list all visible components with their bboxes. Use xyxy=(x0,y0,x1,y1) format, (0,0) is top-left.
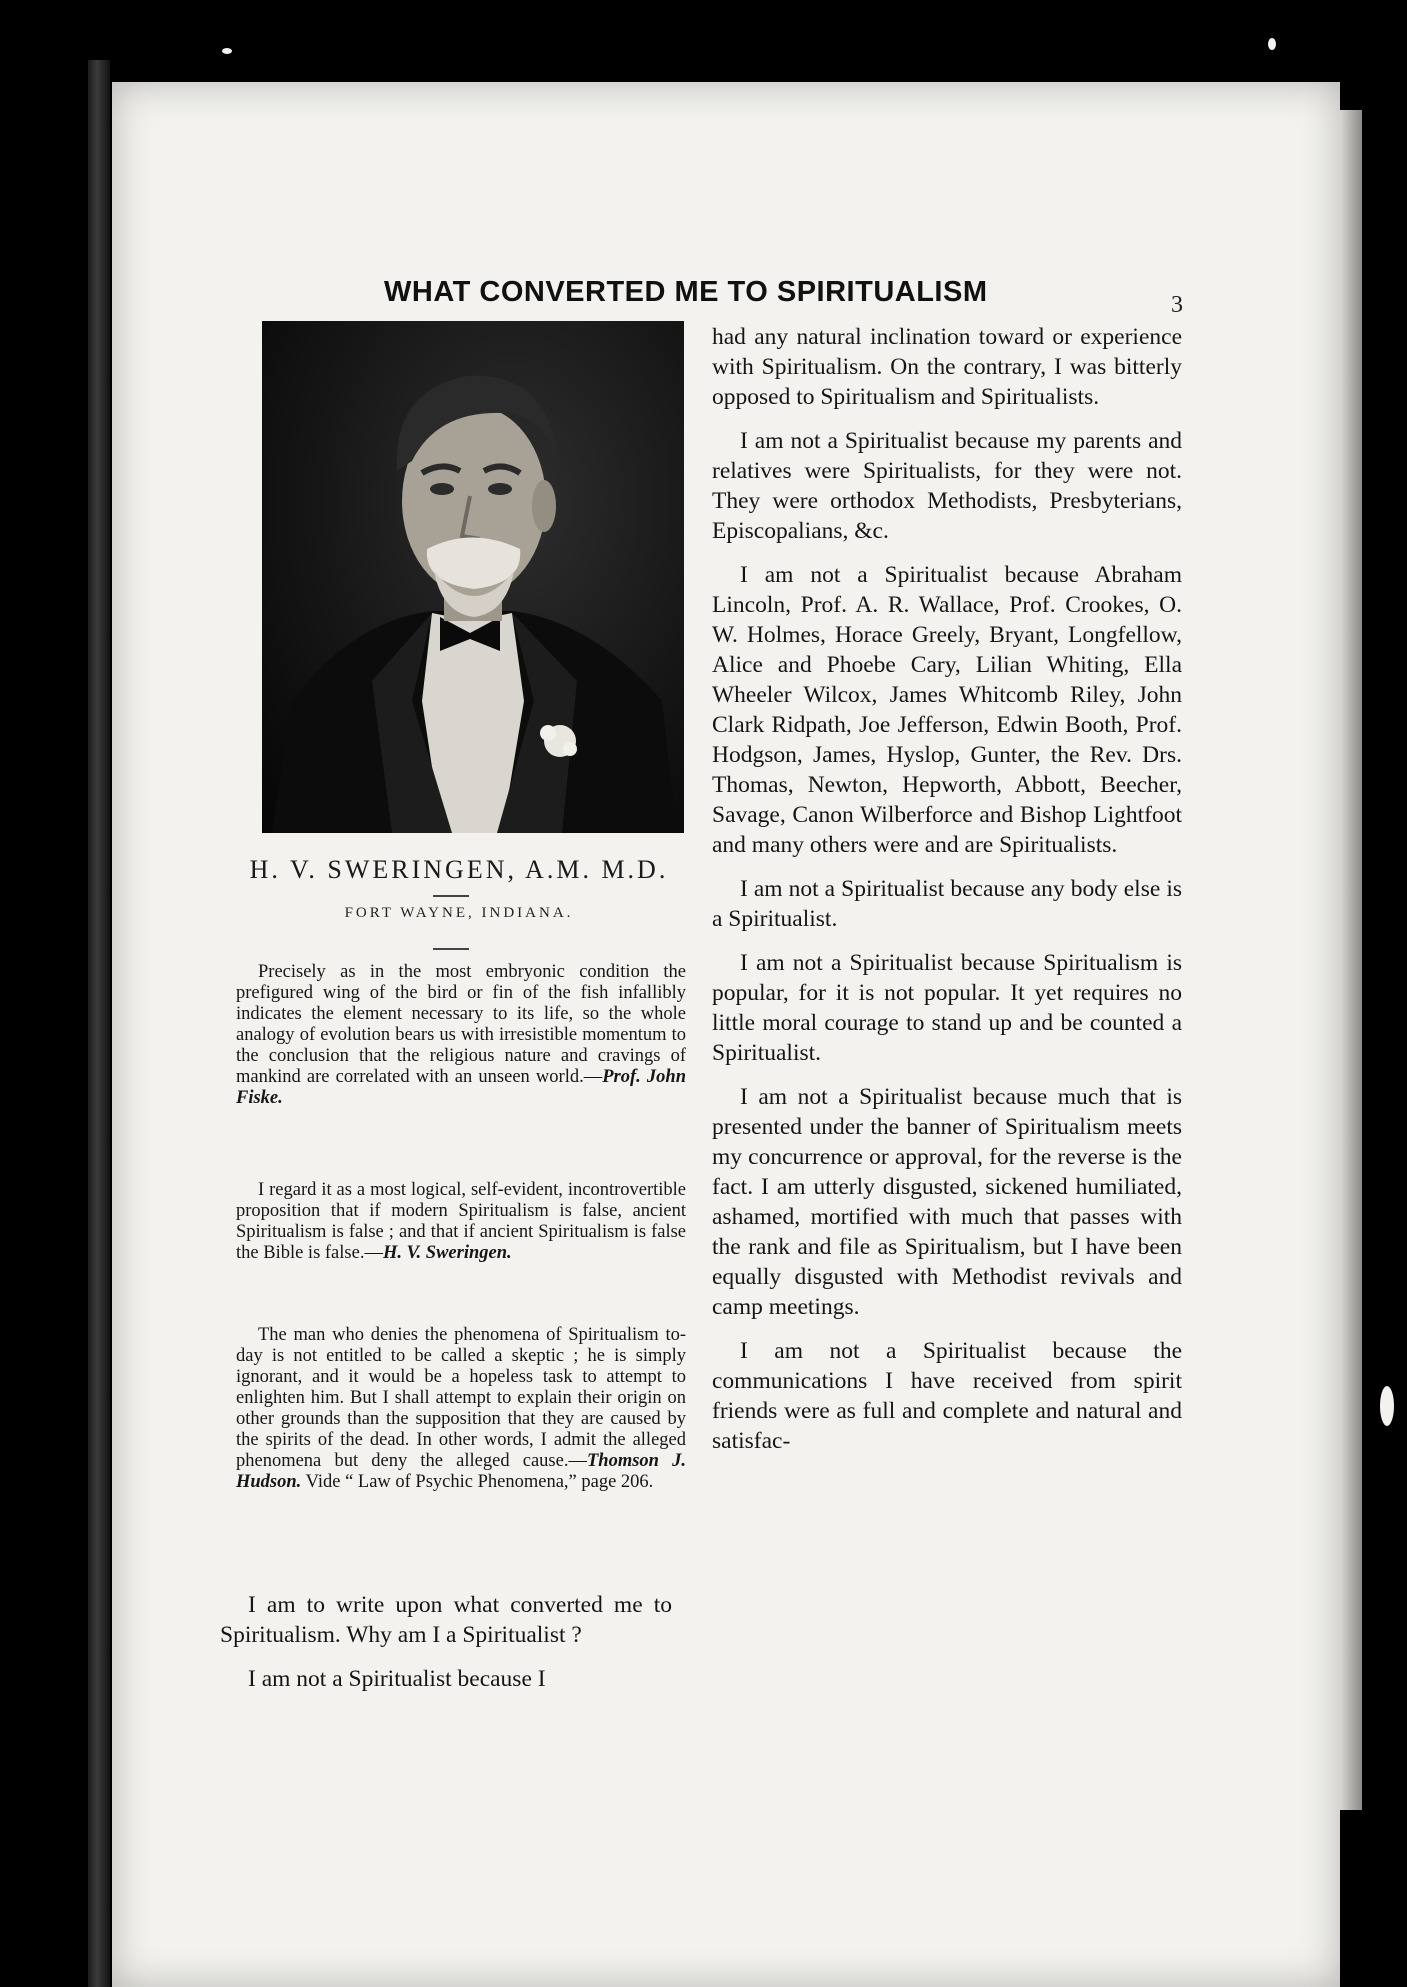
quote-source: Vide “ Law of Psychic Phenomena,” page 206. xyxy=(301,1472,654,1492)
portrait-photo xyxy=(262,321,684,833)
page-title: WHAT CONVERTED ME TO SPIRITUALISM xyxy=(384,276,988,308)
body-text-right-column xyxy=(712,322,1182,1470)
body-paragraph: I am not a Spiritualist because much that is presented under the banner of Spiritualism meets my concurrence or approval, for the reverse is the fact. I am utterly disgusted, sickened humiliated, ashamed, mortified with much that passes with the rank and file as Spiritualism, but I have been equally disgusted with Methodist revivals and camp meetings. xyxy=(712,1084,1182,1320)
body-paragraph: I am not a Spiritualist because the communications I have received from spirit friends were as full and complete and natural and satisfac- xyxy=(712,1338,1182,1454)
portrait-caption-place: FORT WAYNE, INDIANA. xyxy=(344,905,574,921)
portrait-figure xyxy=(262,321,684,833)
body-text-left-column xyxy=(220,1590,672,1708)
quote-attribution: Thomson J. Hudson. xyxy=(236,1451,687,1492)
epigraph-quote xyxy=(236,962,686,1109)
portrait-caption-name: H. V. SWERINGEN, A.M. M.D. xyxy=(249,855,669,884)
body-paragraph: I am not a Spiritualist because Abraham Lincoln, Prof. A. R. Wallace, Prof. Crookes, O. W. Holmes, Horace Greely, Bryant, Longfellow, Alice and Phoebe Cary, Lilian Whiting, Ella Wheeler Wilcox, James Whitcomb Riley, John Clark Ridpath, Joe Jefferson, Edwin Booth, Prof. Hodgson, James, Hyslop, Gunter, the Rev. Drs. Thomas, Newton, Hepworth, Abbott, Beecher, Savage, Canon Wilberforce and Bishop Lightfoot and many others were and are Spiritualists. xyxy=(712,562,1182,858)
quote-text: The man who denies the phenomena of Spiritualism to-day is not entitled to be called a skeptic ; he is simply ignorant, and it would be a hopeless task to attempt to enlighten him. But I shall attempt to explain their origin on other grounds than the supposition that they are caused by the spirits of the dead. In other words, I admit the alleged phenomena but deny the alleged cause.— xyxy=(236,1325,686,1471)
scan-speck xyxy=(1268,38,1276,50)
body-paragraph: had any natural inclination toward or experience with Spiritualism. On the contrary, I was bitterly opposed to Spiritualism and Spiritualists. xyxy=(712,324,1182,410)
body-paragraph: I am not a Spiritualist because my parents and relatives were Spiritualists, for they were not. They were orthodox Methodists, Presbyterians, Episcopalians, &c. xyxy=(712,428,1182,544)
quote-attribution: H. V. Sweringen. xyxy=(382,1243,512,1263)
epigraph-quote xyxy=(236,1180,686,1264)
epigraph-quote xyxy=(236,1325,686,1493)
page-edge xyxy=(1340,110,1362,1810)
body-paragraph: I am not a Spiritualist because I xyxy=(248,1666,546,1692)
quote-text: Precisely as in the most embryonic condition the prefigured wing of the bird or fin of the fish infallibly indicates the element necessary to its life, so the whole analogy of evolution bears us with irresistible momentum to the conclusion that the religious nature and cravings of mankind are correlated with an unseen world.— xyxy=(236,962,686,1087)
page-number: 3 xyxy=(1171,292,1183,318)
scan-speck xyxy=(222,48,232,54)
book-binding xyxy=(88,60,110,1987)
body-paragraph: I am to write upon what converted me to Spiritualism. Why am I a Spiritualist ? xyxy=(220,1592,672,1648)
divider xyxy=(433,895,469,897)
body-paragraph: I am not a Spiritualist because any body else is a Spiritualist. xyxy=(712,876,1182,932)
quote-attribution: Prof. John Fiske. xyxy=(236,1067,686,1108)
divider xyxy=(433,948,469,950)
scan-speck xyxy=(1380,1386,1394,1426)
body-paragraph: I am not a Spiritualist because Spiritualism is popular, for it is not popular. It yet requires no little moral courage to stand up and be counted a Spiritualist. xyxy=(712,950,1182,1066)
quote-text: I regard it as a most logical, self-evident, incontrovertible proposition that if modern Spiritualism is false, ancient Spiritualism is false ; and that if ancient Spiritualism is false the Bible is false.— xyxy=(236,1180,686,1263)
